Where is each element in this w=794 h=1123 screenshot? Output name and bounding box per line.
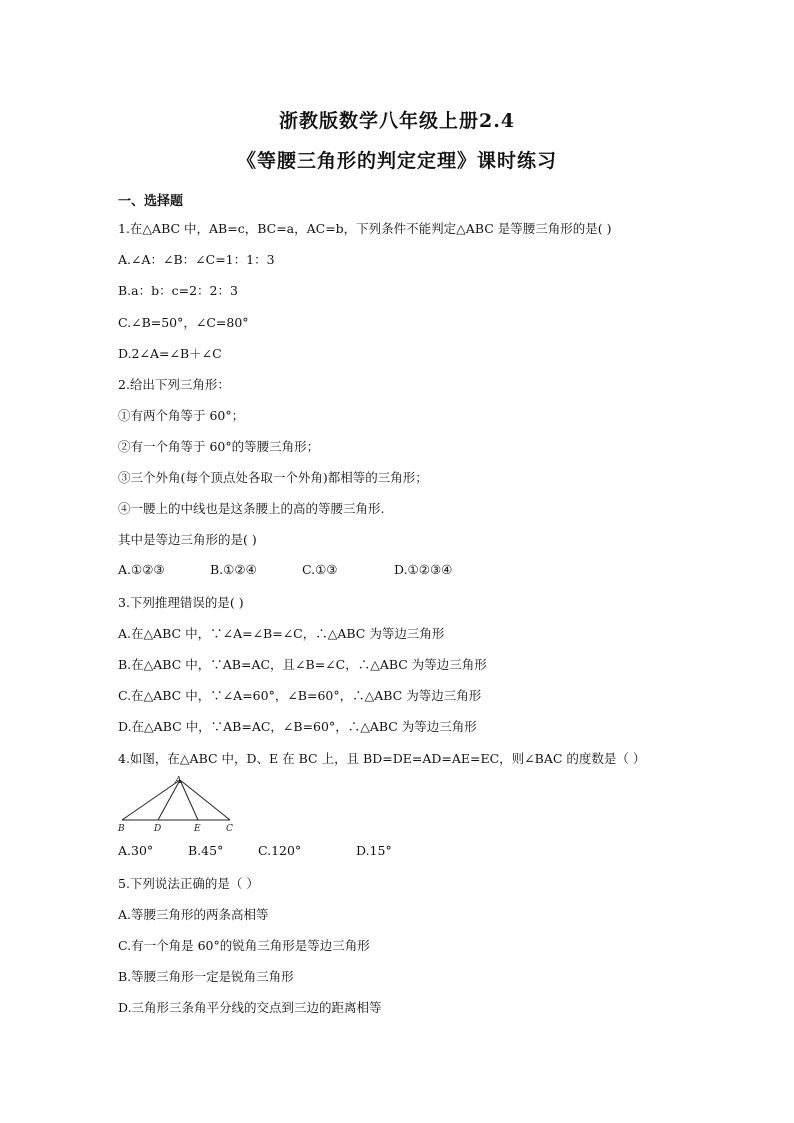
q5-option-b: B.等腰三角形一定是锐角三角形 — [118, 969, 294, 984]
q2-statement-2: ②有一个角等于 60°的等腰三角形； — [118, 439, 320, 454]
segment-ac — [180, 780, 230, 820]
q5-option-a: A.等腰三角形的两条高相等 — [118, 907, 269, 922]
q1-option-b: B.a：b：c=2：2：3 — [118, 283, 238, 298]
q1-stem: 1.在△ABC 中，AB=c，BC=a，AC=b，下列条件不能判定△ABC 是等腰三角形的是( ) — [118, 221, 612, 236]
section-heading: 一、选择题 — [118, 194, 184, 209]
q2-ask: 其中是等边三角形的是( ) — [118, 532, 257, 547]
q1-option-a: A.∠A：∠B：∠C=1：1：3 — [118, 252, 275, 267]
triangle-figure — [118, 776, 248, 834]
q5-option-d: D.三角形三条角平分线的交点到三边的距离相等 — [118, 1000, 382, 1015]
segment-ab — [122, 780, 180, 820]
q1-option-d: D.2∠A=∠B＋∠C — [118, 346, 222, 361]
q2-statement-4: ④一腰上的中线也是这条腰上的高的等腰三角形. — [118, 501, 385, 516]
q4-option-c: C.120° — [258, 843, 302, 858]
q3-stem: 3.下列推理错误的是( ) — [118, 595, 244, 610]
q1-option-c: C.∠B=50°，∠C=80° — [118, 315, 249, 330]
q4-option-a: A.30° — [118, 843, 154, 858]
label-b: B — [118, 824, 125, 834]
q3-option-b: B.在△ABC 中，∵AB=AC，且∠B=∠C，∴△ABC 为等边三角形 — [118, 657, 487, 672]
q4-option-b: B.45° — [188, 843, 224, 858]
title-line-1: 浙教版数学八年级上册2.4 — [278, 110, 516, 132]
q2-statement-1: ①有两个角等于 60°； — [118, 408, 245, 423]
q5-option-c: C.有一个角是 60°的锐角三角形是等边三角形 — [118, 938, 370, 953]
q2-stem: 2.给出下列三角形： — [118, 377, 230, 392]
q5-stem: 5.下列说法正确的是（ ） — [118, 876, 259, 891]
q3-option-a: A.在△ABC 中，∵∠A=∠B=∠C，∴△ABC 为等边三角形 — [118, 626, 445, 641]
q3-option-c: C.在△ABC 中，∵∠A=60°，∠B=60°，∴△ABC 为等边三角形 — [118, 688, 482, 703]
q2-statement-3: ③三个外角(每个顶点处各取一个外角)都相等的三角形； — [118, 470, 428, 485]
label-a: A — [175, 776, 182, 786]
q2-option-c: C.①③ — [302, 562, 338, 577]
label-c: C — [226, 824, 233, 834]
q4-options — [118, 843, 392, 858]
q2-option-b: B.①②④ — [210, 562, 257, 577]
segment-ad — [158, 780, 180, 820]
q2-option-a: A.①②③ — [118, 562, 165, 577]
label-e: E — [194, 824, 201, 834]
segment-ae — [180, 780, 198, 820]
title-line-2: 《等腰三角形的判定定理》课时练习 — [236, 150, 557, 172]
q4-option-d: D.15° — [356, 843, 392, 858]
q4-stem: 4.如图，在△ABC 中，D、E 在 BC 上，且 BD=DE=AD=AE=EC，则∠BAC 的度数是（ ） — [118, 751, 646, 766]
q2-options — [118, 562, 452, 577]
label-d: D — [154, 824, 162, 834]
q3-option-d: D.在△ABC 中，∵AB=AC，∠B=60°，∴△ABC 为等边三角形 — [118, 719, 477, 734]
q2-option-d: D.①②③④ — [394, 562, 453, 577]
